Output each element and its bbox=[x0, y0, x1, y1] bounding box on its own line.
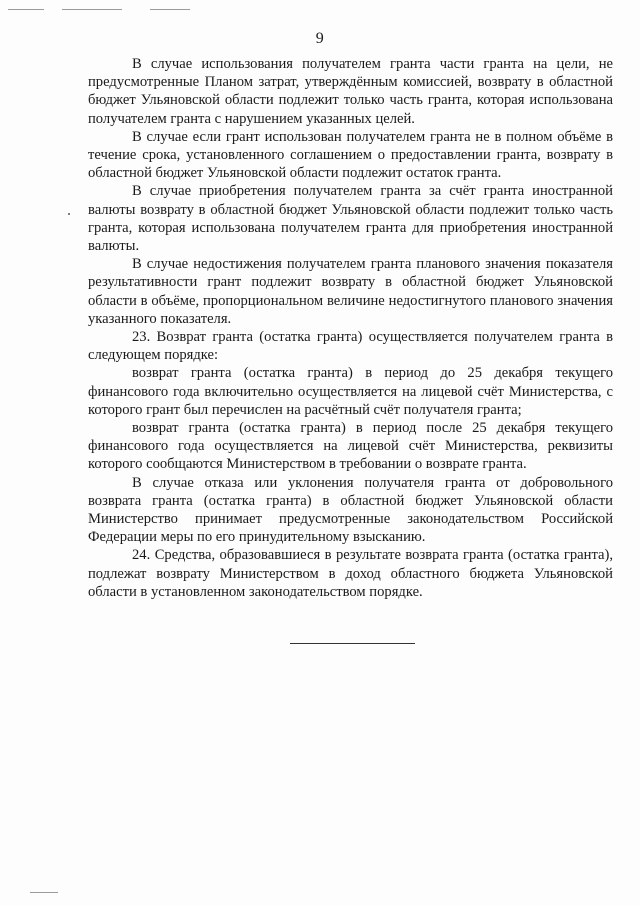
paragraph: В случае отказа или уклонения получателя гранта от добровольного возврата гранта (остатка гранта) в областной бюджет Ульяновской области Министерство принимает предусмотренные законодательством Российской Федерации меры по его принудительному взысканию. bbox=[88, 474, 613, 546]
scan-edge-mark bbox=[150, 9, 190, 10]
paragraph: В случае приобретения получателем гранта за счёт гранта иностранной валюты возврату в областной бюджет Ульяновской области подлежит только часть гранта, которая использована получателем гранта для приобретения иностранной валюты. bbox=[88, 183, 613, 255]
paragraph: В случае если грант использован получателем гранта не в полном объёме в течение срока, установленного соглашением о предоставлении гранта, возврату в областной бюджет Ульяновской области подлежит остаток гранта. bbox=[88, 128, 613, 182]
paragraph: возврат гранта (остатка гранта) в период после 25 декабря текущего финансового года осуществляется на лицевой счёт Министерства, реквизиты которого сообщаются Министерством в требовании о возврате гранта. bbox=[88, 420, 613, 473]
paragraph: В случае использования получателем гранта части гранта на цели, не предусмотренные Планом затрат, утверждённым комиссией, возврату в областной бюджет Ульяновской области подлежит только часть гранта, которая использована получателем гранта с нарушением указанных целей. bbox=[88, 56, 613, 127]
paragraph: В случае недостижения получателем гранта планового значения показателя результативности грант подлежит возврату в областной бюджет Ульяновской области в объёме, пропорциональном величине недостигнутого планового значения указанного показателя. bbox=[88, 256, 613, 327]
document-body bbox=[88, 55, 613, 601]
paragraph: 23. Возврат гранта (остатка гранта) осуществляется получателем гранта в следующем порядке: bbox=[88, 329, 613, 364]
scan-edge-mark bbox=[30, 892, 58, 893]
page-number: 9 bbox=[315, 30, 325, 47]
scan-speck bbox=[68, 213, 70, 215]
scan-edge-mark bbox=[8, 9, 44, 10]
end-divider-line bbox=[290, 643, 415, 644]
paragraph: 24. Средства, образовавшиеся в результате возврата гранта (остатка гранта), подлежат возврату Министерством в доход областного бюджета Ульяновской области в установленном законодательством порядке. bbox=[88, 547, 613, 600]
paragraph: возврат гранта (остатка гранта) в период до 25 декабря текущего финансового года включительно осуществляется на лицевой счёт Министерства, с которого грант был перечислен на расчётный счёт получателя гранта; bbox=[88, 365, 613, 418]
scan-edge-mark bbox=[62, 9, 122, 10]
